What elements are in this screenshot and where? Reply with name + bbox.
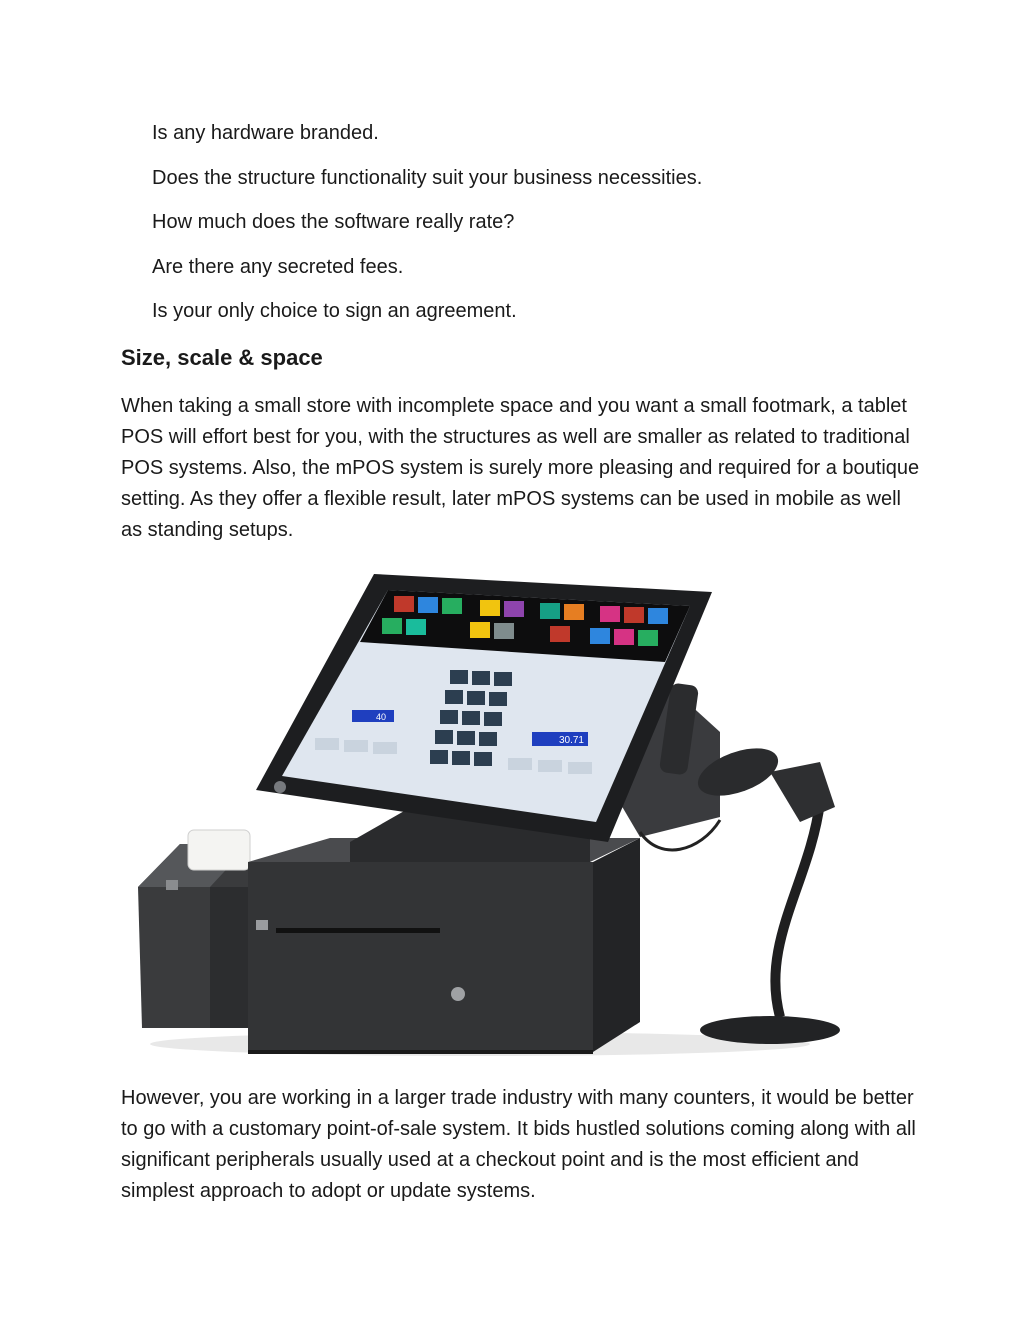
receipt-printer	[138, 830, 250, 1028]
screen-display-right-value: 30.71	[558, 735, 584, 746]
screen-display-left-value: 40	[375, 712, 386, 722]
hp-logo-icon	[274, 781, 286, 793]
paragraph-large-industry: However, you are working in a larger trade industry with many counters, it would be better to go with a customary point-of-sale system. It bids hustled solutions coming along with all significant peripherals usually used at a checkout point and is the most efficient and simplest approach to adopt or update systems.	[121, 1087, 916, 1202]
screen-display-left	[352, 710, 394, 722]
cash-drawer	[248, 838, 640, 1054]
paragraph-small-store: When taking a small store with incomplete space and you want a small footmark, a tablet POS will effort best for you, with the structures as well are smaller as related to traditional POS systems. Also, the mPOS system is surely more pleasing and required for a boutique setting. As they offer a flexible result, later mPOS systems can be used in mobile as well as standing setups.	[121, 395, 920, 541]
list-item: Is your only choice to sign an agreement.	[152, 300, 517, 322]
question-list	[152, 122, 702, 345]
list-item: Does the structure functionality suit your business necessities.	[152, 166, 703, 189]
list-item: Are there any secreted fees.	[152, 255, 404, 278]
list-item: How much does the software really rate?	[152, 211, 515, 233]
section-heading: Size, scale & space	[121, 345, 323, 370]
list-item: Is any hardware branded.	[152, 122, 379, 144]
pos-system-image	[120, 562, 880, 1062]
